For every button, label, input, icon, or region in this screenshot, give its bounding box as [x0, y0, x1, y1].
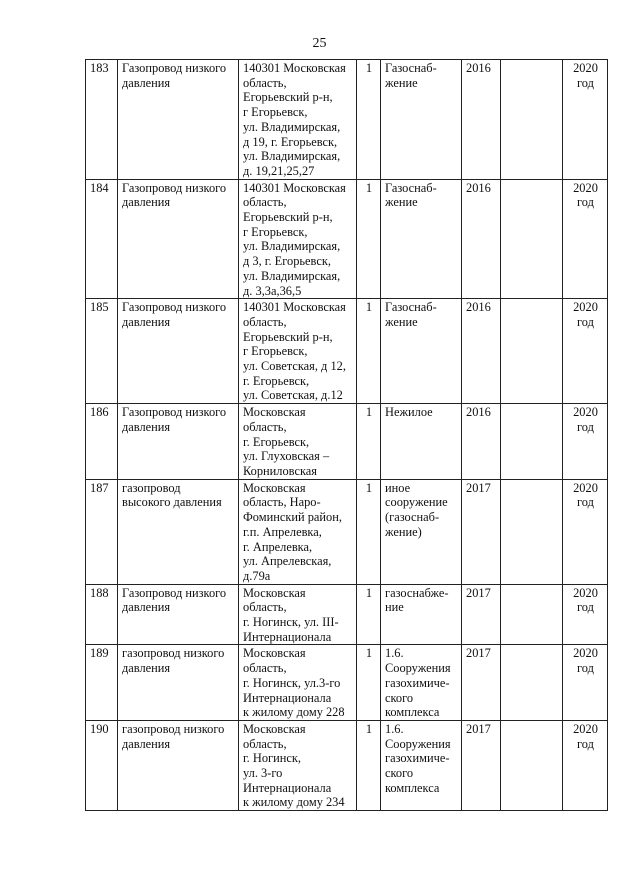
object-name-line: Газопровод низкого [122, 405, 227, 420]
term-cell [563, 645, 608, 721]
object-name-line: давления [122, 736, 171, 751]
address-cell [239, 179, 357, 299]
table-row [86, 720, 608, 810]
purpose-line: газохимиче- [385, 751, 450, 766]
row-number-cell: 189 [86, 645, 118, 721]
year-cell: 2016 [462, 60, 501, 180]
term-line: год [577, 314, 594, 329]
purpose-line: сооружение [385, 495, 448, 510]
row-number-cell: 184 [86, 179, 118, 299]
object-name-line: давления [122, 195, 171, 210]
address-line: д 19, г. Егорьевск, [243, 134, 338, 149]
purpose-line: Сооружения [385, 661, 451, 676]
address-line: г Егорьевск, [243, 105, 308, 120]
purpose-line: Газоснаб- [385, 180, 437, 195]
purpose-line: жение [385, 314, 418, 329]
purpose-cell [381, 179, 462, 299]
address-line: ул. Владимирская, [243, 268, 341, 283]
term-line: год [577, 661, 594, 676]
address-line: г. Ногинск, ул.3-го [243, 675, 341, 690]
object-name-cell [118, 479, 239, 584]
row-number-cell: 183 [86, 60, 118, 180]
address-line: ул. Советская, д.12 [243, 388, 343, 403]
object-name-cell [118, 60, 239, 180]
quantity-cell: 1 [357, 479, 381, 584]
empty-cell [501, 299, 563, 404]
address-line: г.п. Апрелевка, [243, 524, 322, 539]
address-line: Московская [243, 405, 306, 420]
empty-cell [501, 179, 563, 299]
purpose-cell [381, 479, 462, 584]
address-line: область, [243, 736, 287, 751]
quantity-cell: 1 [357, 404, 381, 480]
term-line: 2020 [573, 585, 598, 600]
address-line: г. Апрелевка, [243, 539, 313, 554]
address-line: ул. 3-го [243, 766, 283, 781]
table-row [86, 479, 608, 584]
term-line: 2020 [573, 61, 598, 75]
address-line: Интернационала [243, 780, 332, 795]
purpose-line: Нежилое [385, 405, 433, 420]
empty-cell [501, 584, 563, 645]
purpose-line: жение) [385, 524, 422, 539]
address-line: Московская [243, 646, 306, 661]
term-cell [563, 479, 608, 584]
row-number-cell: 186 [86, 404, 118, 480]
address-cell [239, 60, 357, 180]
table-row [86, 179, 608, 299]
term-line: 2020 [573, 721, 598, 736]
object-name-line: Газопровод низкого [122, 61, 227, 75]
address-line: к жилому дому 228 [243, 705, 345, 720]
page-number: 25 [312, 36, 327, 51]
address-line: д 3, г. Егорьевск, [243, 254, 331, 269]
object-name-line: давления [122, 419, 171, 434]
object-name-line: высокого давления [122, 495, 222, 510]
address-line: ул. Владимирская, [243, 149, 341, 164]
address-cell [239, 645, 357, 721]
year-cell: 2017 [462, 720, 501, 810]
address-line: область, Наро- [243, 495, 321, 510]
address-line: область, [243, 661, 287, 676]
address-line: ул. Владимирская, [243, 239, 341, 254]
object-name-line: Газопровод низкого [122, 180, 227, 195]
table-row [86, 60, 608, 180]
address-cell [239, 479, 357, 584]
year-cell: 2016 [462, 299, 501, 404]
table-row [86, 299, 608, 404]
address-line: область, [243, 195, 287, 210]
term-line: год [577, 495, 594, 510]
quantity-cell: 1 [357, 720, 381, 810]
address-line: 140301 Московская [243, 61, 346, 75]
address-line: область, [243, 314, 287, 329]
registry-table [85, 59, 608, 811]
empty-cell [501, 479, 563, 584]
row-number-cell: 188 [86, 584, 118, 645]
purpose-line: газохимиче- [385, 675, 450, 690]
empty-cell [501, 404, 563, 480]
address-line: г Егорьевск, [243, 224, 308, 239]
address-line: Московская [243, 480, 306, 495]
term-line: 2020 [573, 480, 598, 495]
address-cell [239, 720, 357, 810]
address-line: д. 3,3а,36,5 [243, 283, 302, 298]
term-line: 2020 [573, 646, 598, 661]
empty-cell [501, 645, 563, 721]
object-name-line: газопровод низкого [122, 721, 225, 736]
object-name-cell [118, 584, 239, 645]
term-cell [563, 60, 608, 180]
year-cell: 2017 [462, 584, 501, 645]
object-name-line: газопровод низкого [122, 646, 225, 661]
table-row [86, 645, 608, 721]
quantity-cell: 1 [357, 584, 381, 645]
address-cell [239, 299, 357, 404]
address-line: ул. Апрелевская, [243, 554, 332, 569]
address-line: Московская [243, 585, 306, 600]
table-row [86, 584, 608, 645]
term-cell [563, 179, 608, 299]
term-line: год [577, 75, 594, 90]
quantity-cell: 1 [357, 179, 381, 299]
term-line: год [577, 736, 594, 751]
purpose-line: ние [385, 600, 404, 615]
row-number-cell: 185 [86, 299, 118, 404]
term-cell [563, 404, 608, 480]
quantity-cell: 1 [357, 60, 381, 180]
purpose-line: жение [385, 195, 418, 210]
address-line: ул. Владимирская, [243, 119, 341, 134]
address-line: г. Ногинск, ул. III- [243, 615, 339, 630]
address-line: г. Егорьевск, [243, 373, 310, 388]
purpose-cell [381, 60, 462, 180]
term-line: год [577, 195, 594, 210]
year-cell: 2017 [462, 645, 501, 721]
object-name-line: газопровод [122, 480, 181, 495]
object-name-cell [118, 404, 239, 480]
purpose-line: 1.6. [385, 646, 404, 661]
term-cell [563, 584, 608, 645]
address-line: 140301 Московская [243, 300, 346, 315]
purpose-line: Газоснаб- [385, 300, 437, 315]
purpose-cell [381, 404, 462, 480]
purpose-cell [381, 299, 462, 404]
address-line: д.79а [243, 568, 271, 583]
table-row [86, 404, 608, 480]
row-number-cell: 190 [86, 720, 118, 810]
object-name-line: Газопровод низкого [122, 585, 227, 600]
address-line: Интернационала [243, 629, 332, 644]
purpose-line: Газоснаб- [385, 61, 437, 75]
object-name-cell [118, 645, 239, 721]
object-name-line: давления [122, 314, 171, 329]
address-line: д. 19,21,25,27 [243, 163, 315, 178]
purpose-line: (газоснаб- [385, 510, 440, 525]
year-cell: 2016 [462, 179, 501, 299]
address-line: Егорьевский р-н, [243, 210, 333, 225]
purpose-line: газоснабже- [385, 585, 449, 600]
address-line: ул. Советская, д 12, [243, 359, 346, 374]
object-name-line: давления [122, 600, 171, 615]
purpose-cell [381, 645, 462, 721]
empty-cell [501, 60, 563, 180]
quantity-cell: 1 [357, 299, 381, 404]
address-cell [239, 404, 357, 480]
address-line: Егорьевский р-н, [243, 90, 333, 105]
address-cell [239, 584, 357, 645]
term-cell [563, 299, 608, 404]
term-line: 2020 [573, 300, 598, 315]
object-name-cell [118, 720, 239, 810]
address-line: Интернационала [243, 690, 332, 705]
object-name-line: Газопровод низкого [122, 300, 227, 315]
object-name-cell [118, 179, 239, 299]
address-line: Фоминский район, [243, 510, 342, 525]
address-line: Корниловская [243, 463, 317, 478]
term-cell [563, 720, 608, 810]
address-line: Московская [243, 721, 306, 736]
address-line: Егорьевский р-н, [243, 329, 333, 344]
purpose-line: 1.6. [385, 721, 404, 736]
address-line: 140301 Московская [243, 180, 346, 195]
address-line: г. Ногинск, [243, 751, 301, 766]
object-name-line: давления [122, 75, 171, 90]
address-line: ул. Глуховская – [243, 449, 330, 464]
term-line: год [577, 419, 594, 434]
purpose-line: иное [385, 480, 411, 495]
term-line: год [577, 600, 594, 615]
term-line: 2020 [573, 180, 598, 195]
purpose-line: комплекса [385, 705, 440, 720]
row-number-cell: 187 [86, 479, 118, 584]
address-line: г Егорьевск, [243, 344, 308, 359]
purpose-line: Сооружения [385, 736, 451, 751]
purpose-cell [381, 584, 462, 645]
purpose-cell [381, 720, 462, 810]
year-cell: 2017 [462, 479, 501, 584]
empty-cell [501, 720, 563, 810]
year-cell: 2016 [462, 404, 501, 480]
registry-table-body [86, 60, 608, 811]
purpose-line: ского [385, 690, 414, 705]
object-name-cell [118, 299, 239, 404]
address-line: область, [243, 419, 287, 434]
purpose-line: комплекса [385, 780, 440, 795]
purpose-line: жение [385, 75, 418, 90]
object-name-line: давления [122, 661, 171, 676]
term-line: 2020 [573, 405, 598, 420]
address-line: область, [243, 75, 287, 90]
address-line: область, [243, 600, 287, 615]
purpose-line: ского [385, 766, 414, 781]
address-line: к жилому дому 234 [243, 795, 345, 810]
address-line: г. Егорьевск, [243, 434, 310, 449]
quantity-cell: 1 [357, 645, 381, 721]
